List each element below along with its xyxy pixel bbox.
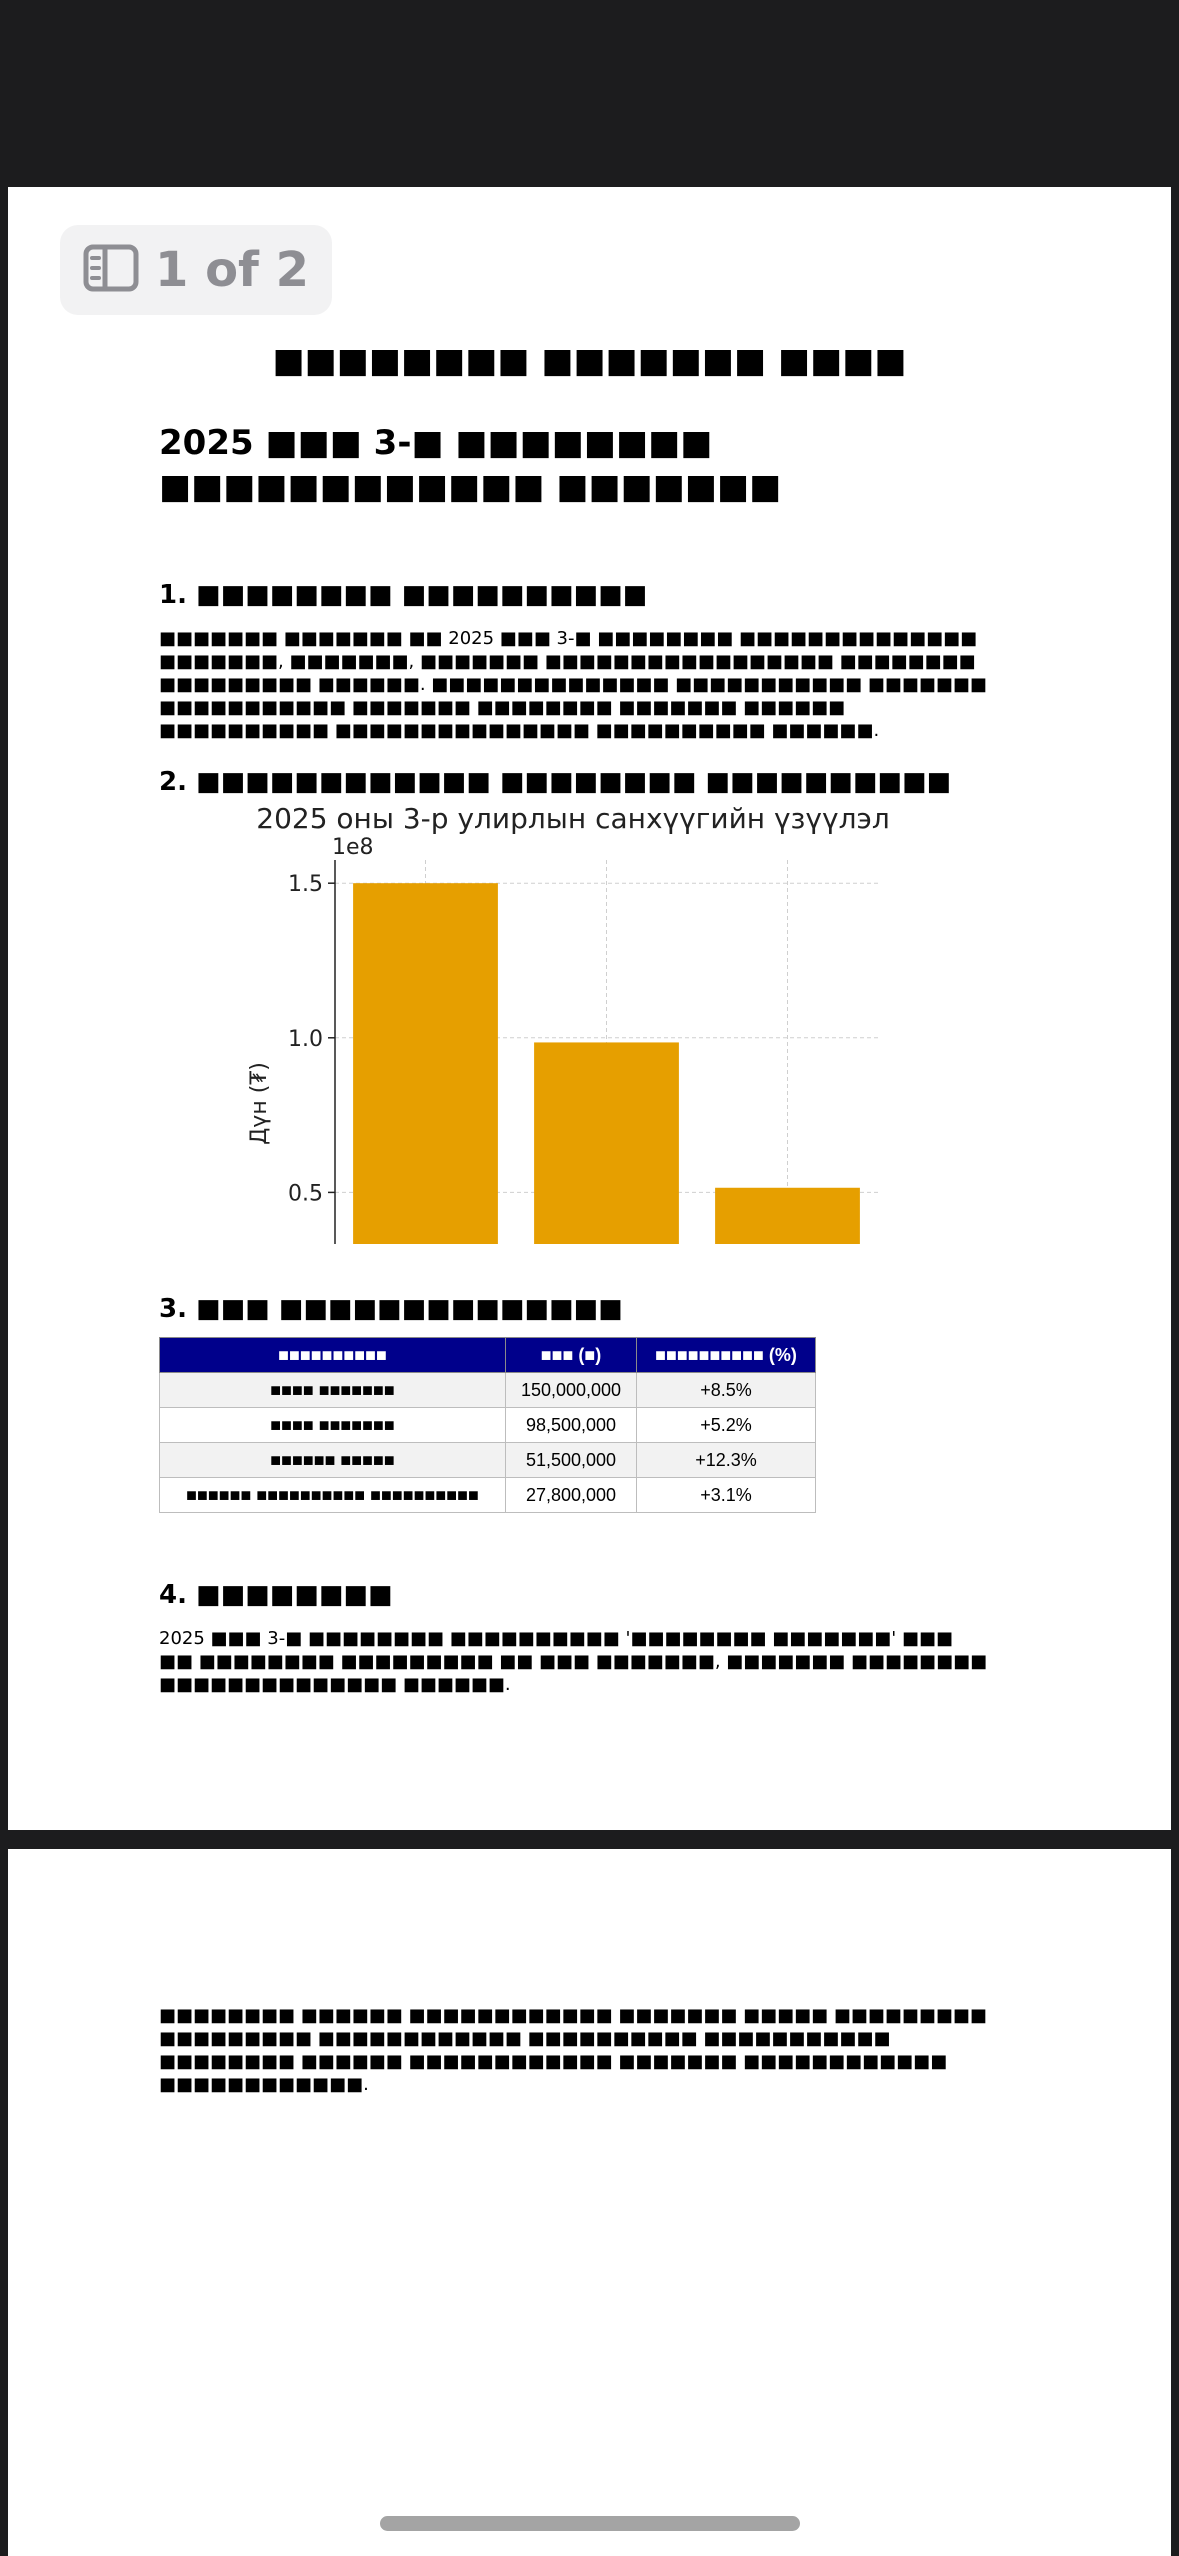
- document-page-1: [8, 187, 1171, 1830]
- section-3-heading: 3. ■■■ ■■■■■■■■■■■■■■: [159, 1294, 623, 1324]
- finance-table: [159, 1337, 816, 1513]
- table-cell: ■■■■■■ ■■■■■■■■■■ ■■■■■■■■■■: [160, 1478, 506, 1513]
- table-header-cell: ■■■■■■■■■■ (%): [637, 1338, 816, 1373]
- y-axis-label: Дүн (₮): [247, 1062, 272, 1145]
- table-row: [160, 1373, 816, 1408]
- section-4-paragraph: 2025 ■■■ 3-■ ■■■■■■■■ ■■■■■■■■■■ '■■■■■■■■ ■■■■■■■' ■■■ ■■ ■■■■■■■■ ■■■■■■■■■ ■■ ■■■ ■■■■■■■, ■■■■■■■ ■■■■■■■■ ■■■■■■■■■■■■■■ ■■■■■■.: [159, 1628, 988, 1695]
- finance-bar-chart: [228, 804, 908, 1244]
- table-cell: ■■■■ ■■■■■■■: [160, 1408, 506, 1443]
- table-cell: ■■■■ ■■■■■■■: [160, 1373, 506, 1408]
- page-indicator-label: 1 of 2: [154, 242, 310, 298]
- table-row: [160, 1408, 816, 1443]
- document-heading: 2025 ■■■ 3-■ ■■■■■■■■ ■■■■■■■■■■■■ ■■■■■■■: [159, 423, 782, 507]
- table-cell: +8.5%: [637, 1373, 816, 1408]
- section-1-heading: 1. ■■■■■■■■ ■■■■■■■■■■: [159, 580, 648, 610]
- table-cell: 98,500,000: [506, 1408, 637, 1443]
- table-cell: +3.1%: [637, 1478, 816, 1513]
- y-tick-label: 0.5: [288, 1181, 323, 1207]
- chart-y-offset-label: 1e8: [332, 835, 374, 860]
- y-tick-label: 1.5: [288, 872, 323, 898]
- table-header-cell: ■■■ (■): [506, 1338, 637, 1373]
- chart-title: 2025 оны 3-р улирлын санхүүгийн үзүүлэл: [256, 804, 890, 835]
- table-header-row: [160, 1338, 816, 1373]
- table-cell: 27,800,000: [506, 1478, 637, 1513]
- table-row: [160, 1478, 816, 1513]
- table-cell: +12.3%: [637, 1443, 816, 1478]
- home-indicator[interactable]: [380, 2516, 800, 2531]
- section-1-paragraph: ■■■■■■■ ■■■■■■■ ■■ 2025 ■■■ 3-■ ■■■■■■■■ ■■■■■■■■■■■■■■ ■■■■■■■, ■■■■■■■, ■■■■■■■ ■■■■■■■■■■■■■■■■■ ■■■■■■■■ ■■■■■■■■■ ■■■■■■. ■■■■■■■■■■■■■■ ■■■■■■■■■■■ ■■■■■■■ ■■■■■■■■■■■ ■■■■■■■ ■■■■■■■■ ■■■■■■■ ■■■■■■ ■■■■■■■■■■ ■■■■■■■■■■■■■■■ ■■■■■■■■■■ ■■■■■■.: [159, 628, 987, 741]
- table-cell: 51,500,000: [506, 1443, 637, 1478]
- table-header-cell: ■■■■■■■■■■: [160, 1338, 506, 1373]
- document-title: ■■■■■■■■ ■■■■■■■ ■■■■: [272, 341, 907, 381]
- chart-bar: [715, 1188, 860, 1244]
- table-cell: +5.2%: [637, 1408, 816, 1443]
- page-indicator[interactable]: [60, 225, 332, 315]
- table-row: [160, 1443, 816, 1478]
- section-4-heading: 4. ■■■■■■■■: [159, 1580, 393, 1610]
- table-cell: ■■■■■■ ■■■■■: [160, 1443, 506, 1478]
- section-2-heading: 2. ■■■■■■■■■■■■ ■■■■■■■■ ■■■■■■■■■■: [159, 767, 952, 797]
- sidebar-icon: [83, 244, 139, 296]
- chart-bar: [353, 883, 498, 1244]
- document-page-2: [8, 1849, 1171, 2556]
- y-tick-label: 1.0: [288, 1026, 323, 1052]
- chart-bar: [534, 1042, 679, 1244]
- table-cell: 150,000,000: [506, 1373, 637, 1408]
- page-2-paragraph: ■■■■■■■■ ■■■■■■ ■■■■■■■■■■■■ ■■■■■■■ ■■■■■ ■■■■■■■■■ ■■■■■■■■■ ■■■■■■■■■■■■ ■■■■■■■■■■ ■■■■■■■■■■■ ■■■■■■■■ ■■■■■■ ■■■■■■■■■■■■ ■■■■■■■ ■■■■■■■■■■■■ ■■■■■■■■■■■■.: [159, 2005, 987, 2095]
